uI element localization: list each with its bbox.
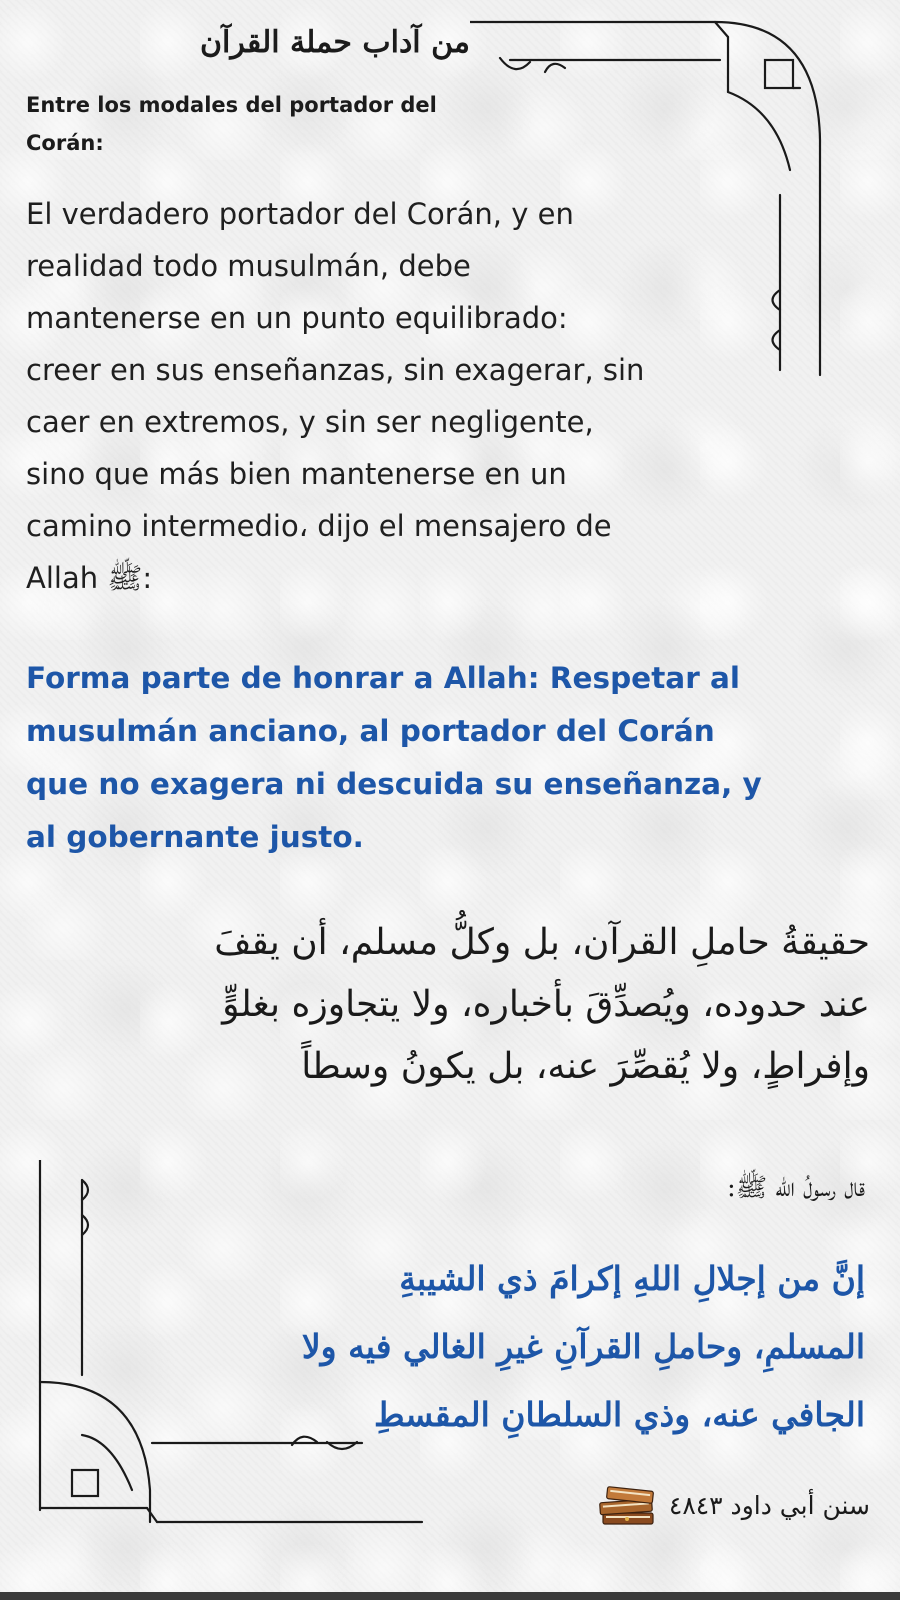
arabic-body-line: عند حدوده، ويُصدِّقَ بأخباره، ولا يتجاوزه بغلوٍّ <box>222 984 870 1025</box>
spanish-body-line: caer en extremos, y sin ser negligente, <box>26 405 594 439</box>
spanish-body-line: camino intermedio، dijo el mensajero de <box>26 509 612 543</box>
books-icon <box>597 1483 659 1527</box>
spanish-body-line: Allah ﷺ: <box>26 561 153 595</box>
hadith-source <box>545 1480 870 1530</box>
arabic-prophet-said: قال رسولُ الله ﷺ: <box>727 1173 865 1203</box>
spanish-hadith-quote <box>26 652 826 864</box>
spanish-body-line: realidad todo musulmán, debe <box>26 249 471 283</box>
arabic-hadith-quote <box>150 1245 865 1449</box>
spanish-body-line: El verdadero portador del Corán, y en <box>26 197 574 231</box>
spanish-quote-line: Forma parte de honrar a Allah: Respetar al <box>26 661 741 695</box>
spanish-body <box>26 188 746 604</box>
spanish-body-line: mantenerse en un punto equilibrado: <box>26 301 568 335</box>
arabic-hadith-line: إنَّ من إجلالِ اللهِ إكرامَ ذي الشيبةِ <box>399 1259 865 1298</box>
arabic-hadith-line: الجافي عنه، وذي السلطانِ المقسطِ <box>374 1395 865 1434</box>
arabic-hadith-line: المسلمِ، وحاملِ القرآنِ غيرِ الغالي فيه ولا <box>301 1327 865 1366</box>
spanish-body-line: creer en sus enseñanzas, sin exagerar, sin <box>26 353 645 387</box>
spanish-quote-line: que no exagera ni descuida su enseñanza, y <box>26 767 762 801</box>
spanish-title: Entre los modales del portador del Corán: <box>26 93 437 155</box>
arabic-body-line: وإفراطٍ، ولا يُقصِّرَ عنه، بل يكونُ وسطاً <box>301 1046 870 1087</box>
spanish-quote-line: al gobernante justo. <box>26 820 364 854</box>
bottom-bar <box>0 1592 900 1600</box>
source-reference: سنن أبي داود ٤٨٤٣ <box>668 1490 870 1520</box>
arabic-body <box>40 912 870 1098</box>
arabic-title: من آداب حملة القرآن <box>200 25 470 60</box>
spanish-body-line: sino que más bien mantenerse en un <box>26 457 567 491</box>
spanish-quote-line: musulmán anciano, al portador del Corán <box>26 714 715 748</box>
arabic-body-line: حقيقةُ حاملِ القرآن، بل وكلُّ مسلم، أن يقفَ <box>214 922 870 963</box>
